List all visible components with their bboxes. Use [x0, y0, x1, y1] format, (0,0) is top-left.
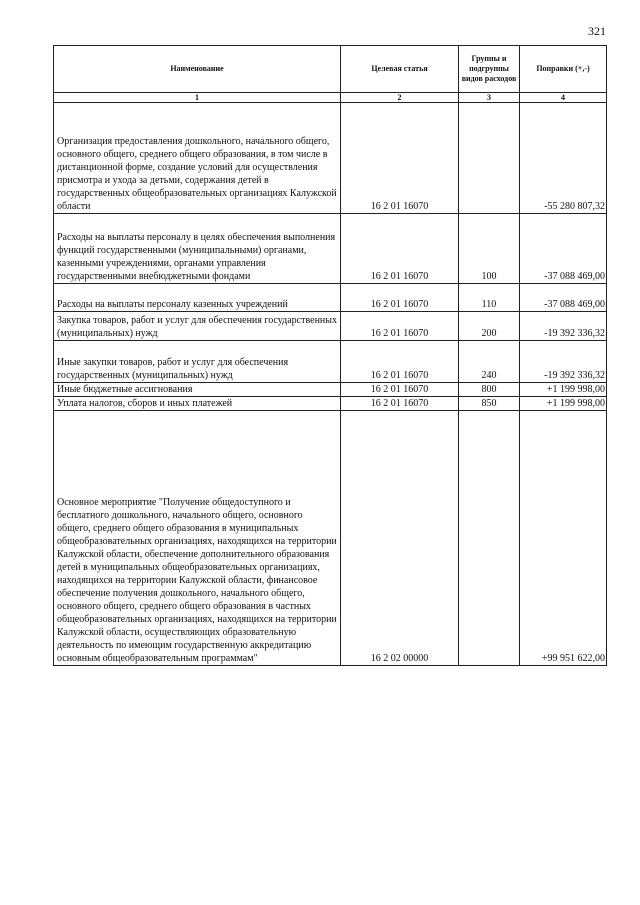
row-code: 16 2 01 16070 [341, 103, 459, 214]
row-amount: -37 088 469,00 [520, 214, 607, 284]
row-name: Расходы на выплаты персоналу казенных учреждений [54, 284, 341, 312]
row-code: 16 2 01 16070 [341, 214, 459, 284]
row-group: 200 [459, 312, 520, 341]
table-row [54, 284, 607, 312]
row-amount: -19 392 336,32 [520, 341, 607, 383]
row-group: 850 [459, 397, 520, 411]
row-name: Иные бюджетные ассигнования [54, 383, 341, 397]
row-group: 240 [459, 341, 520, 383]
row-group: 100 [459, 214, 520, 284]
column-number-4: 4 [520, 93, 607, 103]
table-row [54, 214, 607, 284]
row-code: 16 2 01 16070 [341, 312, 459, 341]
row-name: Уплата налогов, сборов и иных платежей [54, 397, 341, 411]
row-name: Расходы на выплаты персоналу в целях обеспечения выполнения функций государственными (муниципальными) органами, казенными учреждениями, органами управления государственными внебюджетными фондами [54, 214, 341, 284]
row-group [459, 411, 520, 666]
table-row [54, 383, 607, 397]
table-row [54, 397, 607, 411]
row-name: Организация предоставления дошкольного, начального общего, основного общего, среднего общего образования, в том числе в дистанционной форме, создание условий для осуществления присмотра и ухода за детьми, содержания детей в государственных общеобразовательных организациях Калужской области [54, 103, 341, 214]
table-column-number-row [54, 93, 607, 103]
row-code: 16 2 01 16070 [341, 341, 459, 383]
page-number: 321 [588, 24, 606, 38]
table-row [54, 312, 607, 341]
table-header-row [54, 46, 607, 93]
budget-amendments-table [53, 45, 607, 666]
row-code: 16 2 01 16070 [341, 397, 459, 411]
header-group: Группы и подгруппы видов расходов [459, 46, 520, 93]
table-row [54, 341, 607, 383]
table-row [54, 103, 607, 214]
row-amount: +1 199 998,00 [520, 383, 607, 397]
column-number-3: 3 [459, 93, 520, 103]
row-code: 16 2 02 00000 [341, 411, 459, 666]
header-amount: Поправки (+,-) [520, 46, 607, 93]
row-group [459, 103, 520, 214]
header-code: Целевая статья [341, 46, 459, 93]
row-group: 110 [459, 284, 520, 312]
row-name: Основное мероприятие "Получение общедоступного и бесплатного дошкольного, начального общего, основного общего, среднего общего образования в муниципальных общеобразовательных организациях, находящихся на территории Калужской области, обеспечение дополнительного образования детей в муниципальных общеобразовательных организациях, находящихся на территории Калужской области, финансовое обеспечение получения дошкольного, начального общего, основного общего, среднего общего образования в частных общеобразовательных организациях, находящихся на территории Калужской области, осуществляющих образовательную деятельность по имеющим государственную аккредитацию основным общеобразовательным программам" [54, 411, 341, 666]
row-code: 16 2 01 16070 [341, 284, 459, 312]
row-amount: +99 951 622,00 [520, 411, 607, 666]
row-code: 16 2 01 16070 [341, 383, 459, 397]
row-amount: -55 280 807,32 [520, 103, 607, 214]
column-number-2: 2 [341, 93, 459, 103]
row-amount: +1 199 998,00 [520, 397, 607, 411]
table-row [54, 411, 607, 666]
column-number-1: 1 [54, 93, 341, 103]
row-group: 800 [459, 383, 520, 397]
row-name: Иные закупки товаров, работ и услуг для обеспечения государственных (муниципальных) нужд [54, 341, 341, 383]
row-amount: -19 392 336,32 [520, 312, 607, 341]
row-name: Закупка товаров, работ и услуг для обеспечения государственных (муниципальных) нужд [54, 312, 341, 341]
header-name: Наименование [54, 46, 341, 93]
row-amount: -37 088 469,00 [520, 284, 607, 312]
